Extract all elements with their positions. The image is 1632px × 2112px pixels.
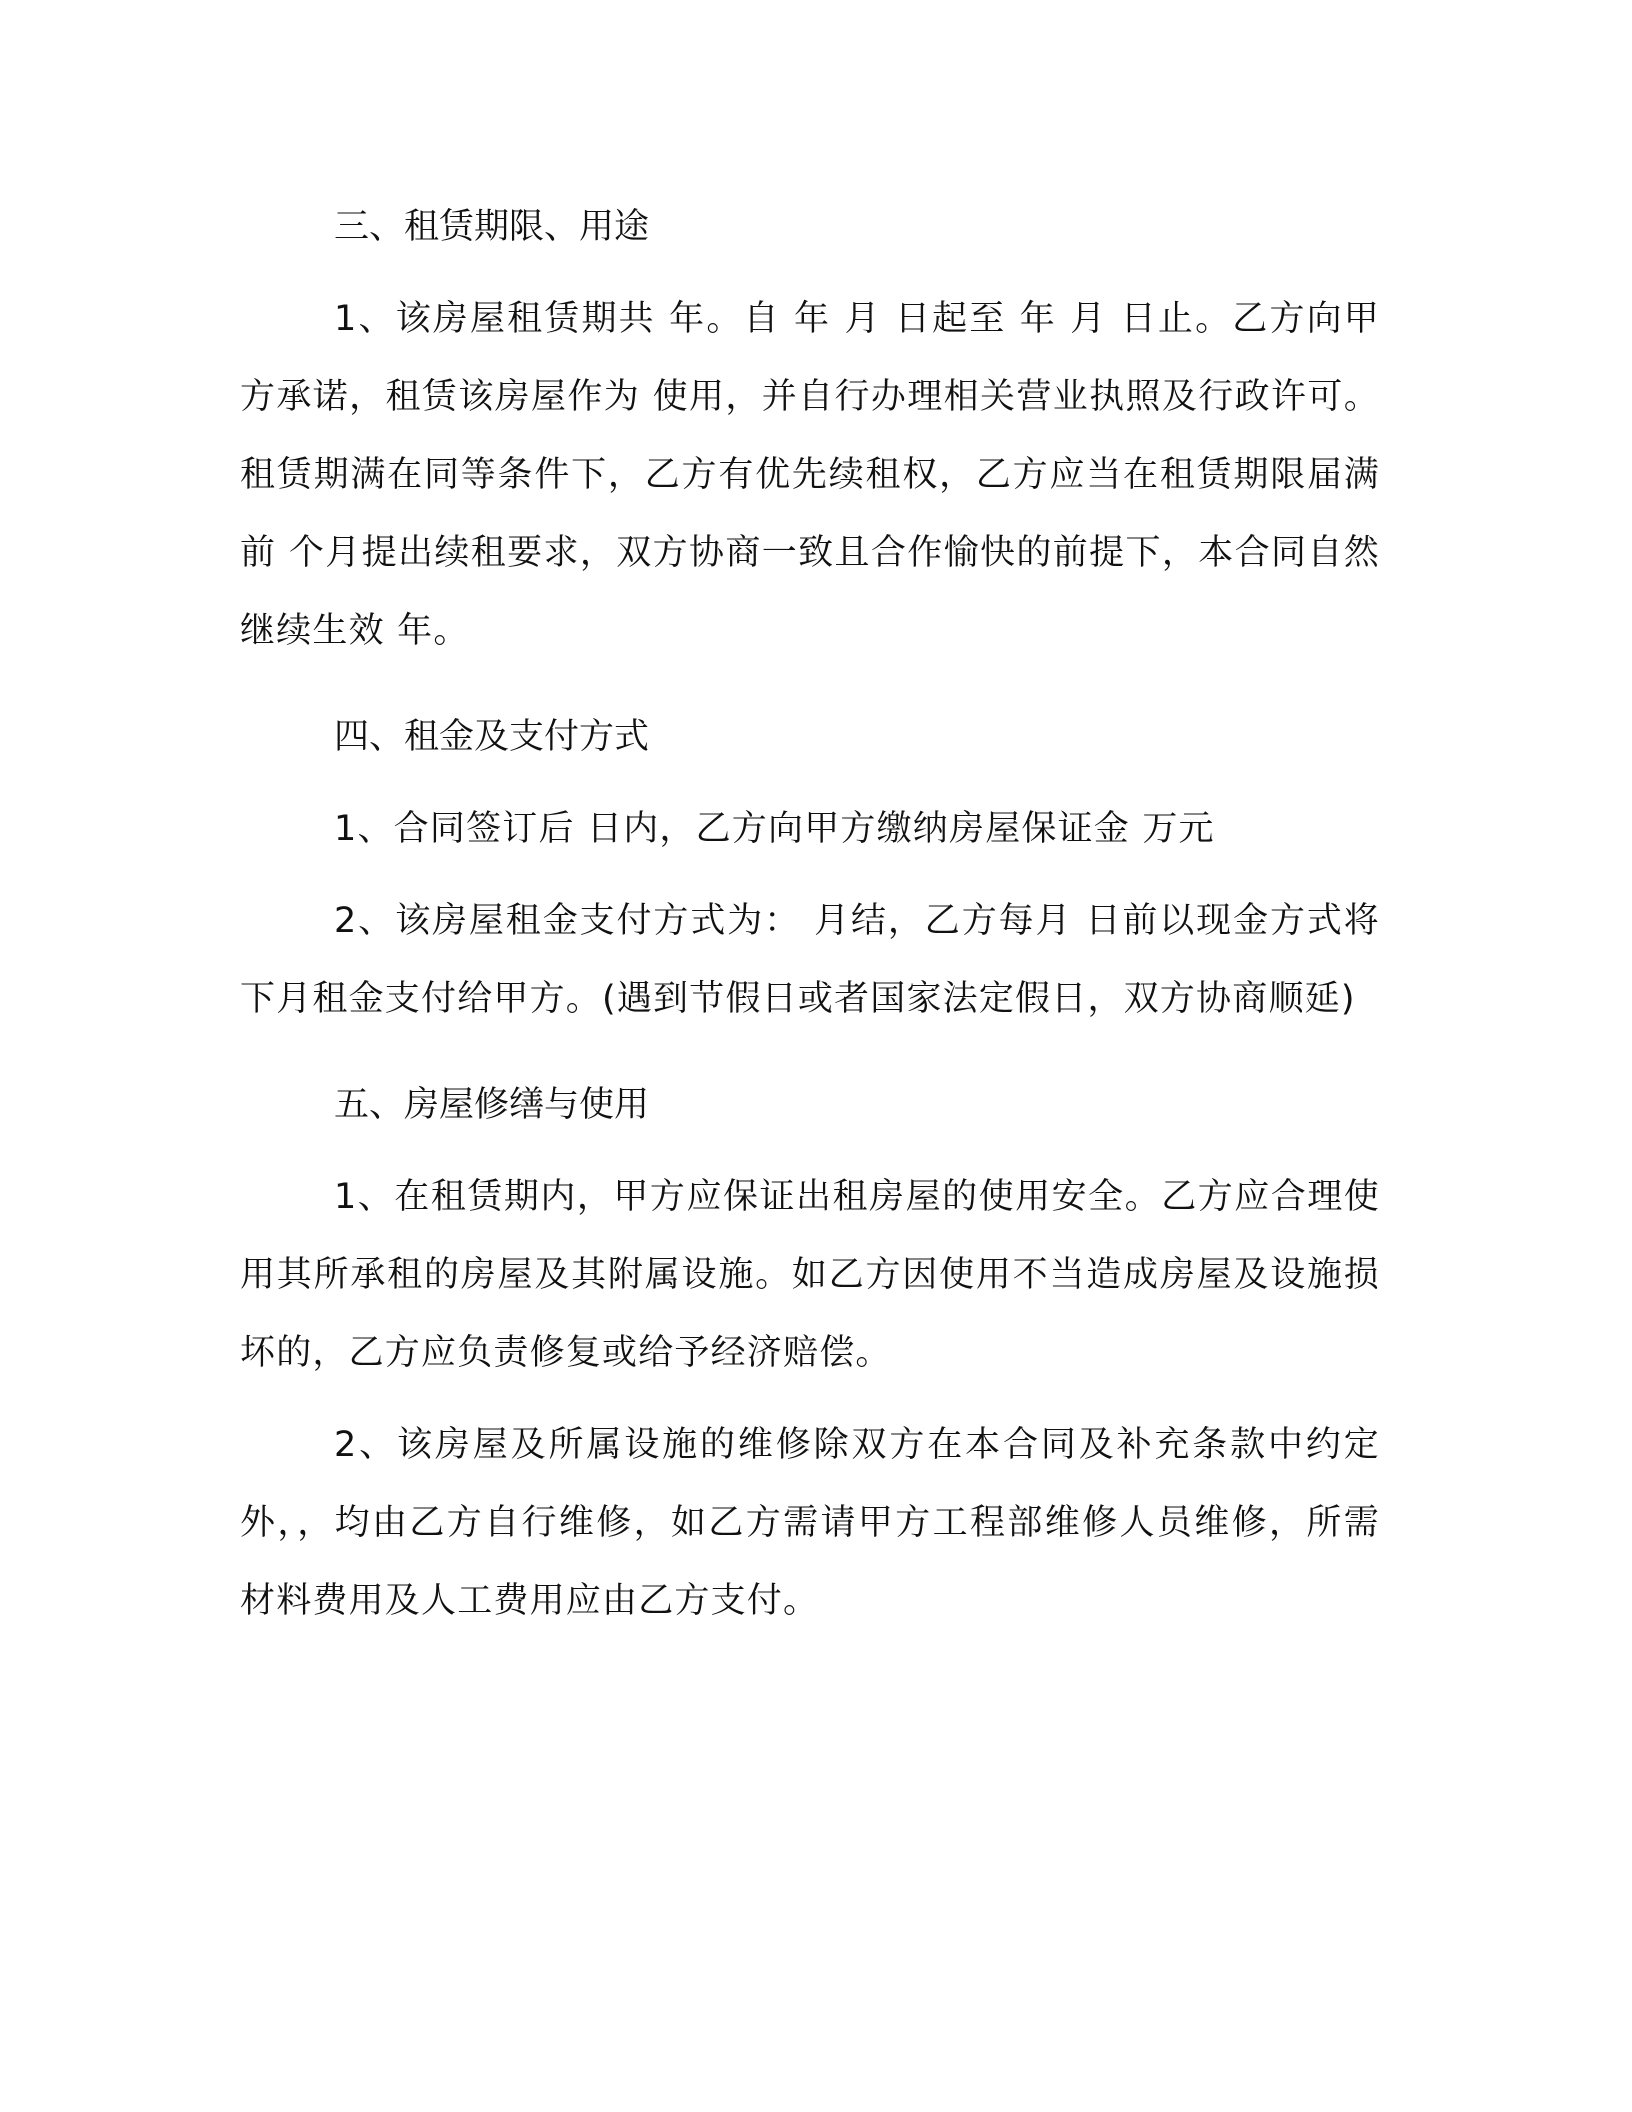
clause-repair-use-2: 2、该房屋及所属设施的维修除双方在本合同及补充条款中约定外，，均由乙方自行维修，如乙方需请甲方工程部维修人员维修，所需材料费用及人工费用应由乙方支付。	[240, 1425, 1380, 1621]
section-heading-lease-term: 三、租赁期限、用途	[334, 207, 650, 247]
clause-lease-term-1: 1、该房屋租赁期共 年。自 年 月 日起至 年 月 日止。乙方向甲方承诺，租赁该房屋作为 使用，并自行办理相关营业执照及行政许可。租赁期满在同等条件下，乙方有优先续租权，乙方应当在租赁期限届满前 个月提出续租要求，双方协商一致且合作愉快的前提下，本合同自然继续生效 年。	[240, 299, 1380, 651]
document-body	[240, 188, 1380, 1640]
section-heading-repair-use: 五、房屋修缮与使用	[334, 1085, 650, 1125]
clause-rent-payment-1: 1、合同签订后 日内，乙方向甲方缴纳房屋保证金 万元	[334, 809, 1215, 849]
clause-rent-payment-2: 2、该房屋租金支付方式为： 月结，乙方每月 日前以现金方式将下月租金支付给甲方。(遇到节假日或者国家法定假日，双方协商顺延)	[240, 901, 1380, 1019]
clause-repair-use-1: 1、在租赁期内，甲方应保证出租房屋的使用安全。乙方应合理使用其所承租的房屋及其附属设施。如乙方因使用不当造成房屋及设施损坏的，乙方应负责修复或给予经济赔偿。	[240, 1177, 1380, 1373]
section-heading-rent-payment: 四、租金及支付方式	[334, 717, 650, 757]
